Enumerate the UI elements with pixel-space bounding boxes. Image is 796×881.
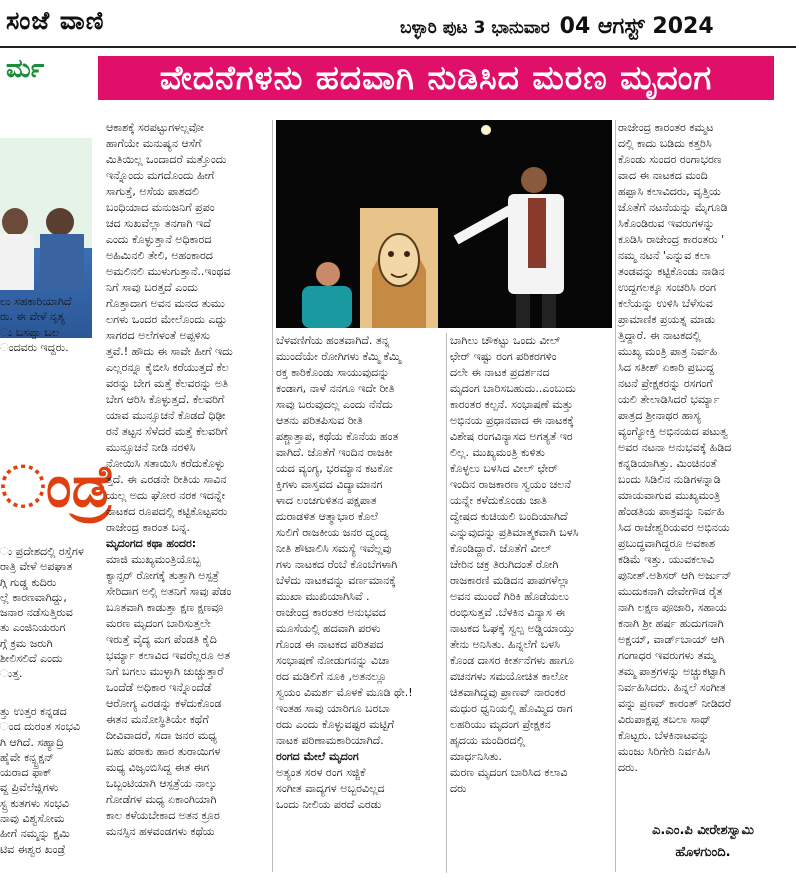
text-line: ಕೊಳ್ಳಲು ಬಳಸಿದ ವೀಲ್ ಛೇರ್ [450,462,558,475]
text-line: ಗೊತ್ತಾದಾಗ ಅವನ ಮನದ ತುಮು [106,297,225,310]
text-line: ನಾಟಕ ಪರಿಣಾಮಕಾರಿಯಾಗಿದೆ. [276,734,384,747]
text-line: ಕಾಲ ಕಳೆಯಬೇಕಾದ ಅತನ ಕ್ರೂರ [106,809,220,822]
article-column-2 [276,333,444,873]
text-line: ಬೆಳೆದು ನಾಟಕವನ್ನು ವರ್ಣಮಾನಕ್ಕೆ [276,574,396,587]
text-line: ಹೃದಯ ಮಂದಿರದಲ್ಲಿ [450,734,525,747]
text-line: ರಾಜೇಂದ್ರ ಕಾರಂತರ ಅನುಭವದ [276,606,386,619]
text-line: ಮೃದಂಗ ಬಾರಿಸಬಹುದು..ಎಂಬುದು [450,382,576,395]
text-line: ತ್ತವೆ.! ಹೌದು ಈ ಸಾವೇ ಹೀಗೆ ಇದು [106,345,233,358]
text-line: ಗೊಂಡ ಈ ನಾಟಕದ ಪರಿತಪದ [276,638,384,651]
adjacent-articles-strip [0,48,114,881]
text-line: ಬಂಧಿಯಾದ ಮನುಜನಿಗೆ ಪ್ರಪಂ [106,201,215,214]
text-line: ಗ್ಗಿ ಗುಡ್ಡ ಕುದಿರು [0,575,57,589]
adjacent-headline-fragment: ರ್ಮ [6,54,45,84]
text-line: ಹೀಗೆ ನಮ್ಮನ್ನು ಕ್ಷಮಿ [0,827,70,841]
text-line: ನಾಟಕದ ಓಘಕ್ಕೆ ಸ್ವಲ್ಪ ಅಡ್ಡಿಯಾಯ್ತು [450,622,575,635]
text-line: ವಿಶೇಷ ರಂಗವಿನ್ಯಾಸದ ಅಗತ್ಯತೆ ಇರ [450,430,573,443]
text-line: ಬಹು ಪರಾಕು ಹಾರ ತುರಾಯಿಗಳ [106,745,221,758]
text-line: ಕನಾಗಿ ಶ್ರೀ ಹರ್ಷ ಹುದುಗನಾಗಿ [618,617,724,630]
text-line: ವಚನಗಳು ಸಮಯೋಚಿತ ಕಾಲೋ [450,670,569,683]
text-line: ಭರ್ಮ್ಯಾ ಕಲಾವಿದ ಇವರೆಲ್ಲರೂ ಅತ [106,649,231,662]
text-line: ಪುನೀತ್.ಅಶಿಸರ್ ಆಗಿ ಅರ್ಜುನ್ [618,569,732,582]
text-line: ಎಂದು ಕೊಳ್ಳುತ್ತಾನೆ ಅಧಿಕಾರದ [106,233,212,246]
text-line: ಚದ ಸುಖವೆಲ್ಲಾ ತನಗಾಗಿ ಇದೆ [106,217,211,230]
text-line: ಉದ್ದಗಲಕ್ಕೂ ಸಂಚರಿಸಿ ರಂಗ [618,281,716,294]
text-line: ನಿರ್ವಹಿಸಿದರು. ಹಿನ್ನಲೆ ಸಂಗೀತ [618,681,726,694]
text-line: ಚಿತವಾಗಿದ್ದವು ಪ್ರಾಣವ್ ನಾರಂಕರ [450,686,566,699]
subheading: ರಂಗದ ಮೇಲೆ ಮೃದಂಗ [276,750,359,763]
text-line: ಪ್ರಬುದ್ಧವಾಗಿದ್ದರೂ ಅವಕಾಶ [618,537,716,550]
text-line: ದರು. [618,761,638,774]
text-line: ಮರಣ ಮೃದಂಗ ಬಾರಿಸುತ್ತಲೇ [106,617,211,630]
article-column-3 [450,333,614,873]
text-line: ಗ್ಗೆ ಕ್ರಮ ಜರುಗಿ [0,636,53,650]
person-body [0,234,34,290]
text-line: ಬೇಗ ಆರಿಸಿ ಕೊಳ್ಳುತ್ತದೆ. ಕೆಲವರಿಗೆ [106,393,225,406]
text-line: ಕಲೆಯನ್ನು ಉಳಿಸಿ ಬೆಳೆಸುವ [618,297,713,310]
text-line: ಎಲ್ಲರನ್ನೂ ಕೈಬೀಸಿ ಕರೆಯುತ್ತದೆ ಕೆಲ [106,361,229,374]
text-line: ದುರಾಡಳಿತ ಆತ್ಮಾಭಾರ ಕೊಲೆ [276,510,378,523]
text-line: ಶೀಲಿಸಲಿದೆ ಎಂದು [0,652,63,666]
text-line: ನಿಗೆ ಸಾವು ಬರತ್ತದೆ ಎಂದು [106,281,198,294]
text-line: ಟಿವ ಈಶ್ವರ ಖಂಡ್ರೆ [0,842,66,856]
text-line: ಚೇರಿನ ಚಕ್ರ ತಿರುಗಿದಂತೆ ರೋಗಿ [450,558,559,571]
text-line: ಅವರ ನಟನಾ ಅನುಭವಕ್ಕೆ ಹಿಡಿದ [618,441,732,454]
text-line: ಹೆಂಡತಿಯ ಪಾತ್ರವನ್ನು ನಿರ್ವಹಿ [618,505,725,518]
text-line: ನಾವು ವಿಶ್ವಸೋಮ [0,812,65,826]
page-number: ಪುಟ 3 [442,18,486,38]
text-line: ಮಿತಿಯಿಲ್ಲ ಒಂದಾದರೆ ಮತ್ತೊಂದು [106,153,227,166]
text-line: ಮುನ್ಸೂಚನೆ ನೀಡಿ ನರಳಿಸಿ [106,441,196,454]
city: ಬಳ್ಳಾರಿ [400,18,437,38]
text-line: ರಂಭಿಸುತ್ತವೆ .ಬೆಳಕಿನ ವಿನ್ಯಾಸ ಈ [450,606,565,619]
text-line: ಈತನ ಮನೋಸ್ಥಿತಿಯೇ ಕಥೆಗೆ [106,713,209,726]
text-line: ಲಹರಿಯು ಮೃದಂಗ ಪ್ರೇಕ್ಷಕನ [450,718,551,731]
text-line: ಕನ್ನಡಿಯಾಗಿತ್ತು. ಮಿಂಚಿನಂತೆ [618,457,717,470]
text-line: ಕೊಂಡಿದ್ದಾರೆ. ಜೊತೆಗೆ ವೀಲ್ [450,542,552,555]
text-line: ಪಾತ್ರದ ಶ್ರೀನಾಥರ ಹಾಸ್ಯ [618,409,701,422]
text-line: ಸ್ವಯಂ ವಿಮರ್ಶ ಮೊಳಕೆ ಮೂಡಿ ಥೇ.! [276,686,413,699]
text-line: ತಂಡವನ್ನು ಕಟ್ಟಿಕೊಂಡು ನಾಡಿನ [618,265,725,278]
text-line: ಆರೋಗ್ಯ ಎರಡನ್ನು ಕಳೆದುಕೊಂಡ [106,697,222,710]
text-line: ಗಂಗಾಧರ ಇವರುಗಳು ತಮ್ಮ [618,649,716,662]
text-line: ಸಂಗೀತ ವಾದ್ಯಗಳ ಅಬ್ಬರವಿಲ್ಲದ [276,782,385,795]
adjacent-text-a [0,294,94,355]
text-line: ಯನ್ನೇ ಕಳೆದುಕೊಂಡು ಜಾತಿ [450,494,547,507]
text-line: ಮುಖಾ ಮುಖಿಯಾಗಿಸಿವೆ . [276,590,370,603]
text-line: ಕೊಂಡು ಸುಂದರ ರಂಗಾಭರಣ [618,153,722,166]
text-line: ಸಾಗರದ ಅಲೆಗಳಂತೆ ಅಪ್ಪಳಿಸು [106,329,210,342]
text-line: ಮೂಸೆಯಲ್ಲಿ ಹದವಾಗಿ ಪರಳು [276,622,381,635]
text-line: ಲಗಳು ಒಂದರ ಮೇಲೊಂದು ಎದ್ದು [106,313,228,326]
text-line: ಯಾವ ಮುನ್ಸೂಚನೆ ಕೊಡದೆ ಧಿಢೀ [106,409,226,422]
text-line: ಪ್ರಾಮಾಣಿಕ ಪ್ರಯತ್ನ ಮಾಡು [618,313,715,326]
text-line: ಇನ್ನೊಂದು ಮಗದೊಂದು ಹೀಗೆ [106,169,215,182]
text-line: ಕ್ಯಾನ್ಸರ್ ರೋಗಕ್ಕೆ ತುತ್ತಾಗಿ ಅಸ್ಪತ್ರೆ [106,569,219,582]
text-line: ಮುಖ್ಯ ಮಂತ್ರಿ ಪಾತ್ರ ನಿರ್ವಹಿ [618,345,718,358]
text-line: ಮಾಯವಾಗುವ ಮುಖ್ಯಮಂತ್ರಿ [618,489,721,502]
text-line: ವಿರುಪಾಕ್ಷಪ್ಪ ತಬಲಾ ಸಾಥ್ [618,713,711,726]
text-line: ಕಡಿಮೆ ಇತ್ತು. ಯುವಕಲಾವಿ [618,553,715,566]
text-line: ಗಳು ನಾಟಕದ ರೆಂಬೆ ಕೊಂಬೆಗಳಾಗಿ [276,558,398,571]
text-line: ನಾಟಕದ ರೂಪದಲ್ಲಿ ಕಟ್ಟಿಕೊಟ್ಟವರು [106,505,228,518]
text-line: ಪಶ್ಚಾತ್ತಾಪ, ಕಥೆಯ ಕೊನೆಯ ಹಂತ [276,430,399,443]
text-line: ದಲ್ಲಿ ಕಾದು ಬಡಿದು ಕತ್ತರಿಸಿ [618,137,712,150]
text-line: ಗಿ ಆಗಿದೆ. ಸಹ್ಯಾದ್ರಿ [0,735,64,749]
text-line: ಛೇರ್ ಇಷ್ಟು ರಂಗ ಪರಿಕರಗಳಿಂ [450,350,557,363]
text-line: ಲಿಲ್ಲ. ಮುಖ್ಯಮಂತ್ರಿ ಕುಳಿತು [450,446,545,459]
text-line: ದರು [450,782,467,795]
text-line: ಸಿಕೊಂಡಿರುವ ಇವರುಗಳನ್ನು [618,217,715,230]
text-line: ತ್ತದೆ. ಈ ಎರಡನೇ ರೀತಿಯ ಸಾವಿನ [106,473,227,486]
text-line: ಮಧ್ಯ ವಿಜೃಂಬಿಸಿದ್ದ ಈತ ಈಗ [106,761,210,774]
person-head [46,208,74,236]
text-line: ಮರಣ ಮೃದಂಗ ಬಾರಿಸಿದ ಕಲಾವಿ [450,766,568,779]
text-line: ಮುದುಕನಾಗಿ ದೇವೇಗೌಡ ರೈತ [618,585,723,598]
text-line: ಯರಾದ ಫಾಕ್ [0,766,52,780]
text-line: ತಮ್ಮ ಪಾತ್ರಗಳನ್ನು ಅಚ್ಚುಕಟ್ಟಾಗಿ [618,665,726,678]
text-line: ಒಬ್ಬಂಟಿಯಾಗಿ ಆಸ್ಪತ್ರೆಯ ನಾಲ್ಕು [106,777,217,790]
text-line: ಜೊತೆಗೆ ನಟನೆಯನ್ನು ಮೈಗೂಡಿ [618,201,728,214]
text-line: ಸಾವು ಬರುವುದಲ್ಲ ಎಂದು ನೆನೆದು [276,398,393,411]
text-line: ಬೂತವಾಗಿ ಕಾಡುತ್ತಾ ಕ್ಷಣ ಕ್ಷಣವೂ [106,601,224,614]
text-line: ಕಾರಂತರ ಕಲ್ಪನೆ. ಸಂಭಾಷಣೆ ಮತ್ತು [450,398,573,411]
text-line: ಮುಂದೆಯೇ ರೋಗಿಗಳು ಕೆಮ್ಮಿ ಕೆಮ್ಮಿ [276,350,401,363]
text-line: ಇಂತಹ ಸಾವು ಯಾರಿಗೂ ಬರಬಾ [276,702,390,715]
text-line: ನಟನೆ ಪ್ರೇಕ್ಷಕರನ್ನು ರಸಗಂಗೆ [618,377,713,390]
text-line: ಯಲಿ ತೇಲಾಡಿಸಿದರೆ ಭರ್ಮ್ಯಾ [618,393,720,406]
text-line: ನೋಯಿಸಿ ಸತಾಯಿಸಿ ಕರೆದುಕೊಳ್ಳು [106,457,225,470]
text-line: ಕೊಂಡ ದಾಸರ ಕೀರ್ತನೆಗಳು ಹಾಗೂ [450,654,574,667]
text-line: ಬೆಳವಣಿಗೆಯ ಹಂತವಾಗಿದೆ. ತನ್ನ [276,334,390,347]
text-line: ಅಹಿಮಿನಲಿ ತೇಲಿ, ಅಹಂಕಾರದ [106,249,213,262]
text-line: ಅಮಲಿನಲಿ ಮುಳುಗುತ್ತಾನೆ..ಇಂಥವ [106,265,231,278]
text-line: ಆತನು ಪರಿತಪಿಸುವ ರೀತಿ [276,414,363,427]
text-line: ಹಾಗೆಯೇ ಮನುಷ್ಯನ ಆಸೆಗೆ [106,137,202,150]
text-line: ಗೋಡೆಗಳ ಮಧ್ಯ ಏಕಾಂಗಿಯಾಗಿ [106,793,217,806]
text-line: ಸೇರಿದಾಗ ಅಲ್ಲಿ ಅತನಿಗೆ ಸಾವು ಪೆಡಂ [106,585,232,598]
text-line: ರದ ಮಡಿಲಿಗೆ ನೂಕಿ ,ಅತನಲ್ಲೂ [276,670,387,683]
text-line: ದಲೇ ಈ ನಾಟಕ ಪ್ರದರ್ಶನದ [450,366,550,379]
text-line: ತೇನು ಅನಿಸಿತು. ಹಿನ್ನಲೆಗೆ ಬಳಸಿ [450,638,560,651]
text-line: ಅವನ ಮುಂದೆ ಗಿರಿಕಿ ಹೊಡೆಯಲು [450,590,569,603]
text-line: ರಾಜಕಾರಣಿ ಮಡಿದನ ಪಾಪಗಳೆಲ್ಲಾ [450,574,570,587]
text-line: ರಾತ್ರಿ ವೇಳೆ ಅಪಘಾತ [0,560,73,574]
text-line: ವನ್ನು ಪ್ರಣವ್ ಕಾರಂತ್ ನೀಡಿದರೆ [618,697,732,710]
text-line: ತ್ತು ಉತ್ತರ ಕನ್ನಡದ [0,705,67,718]
issue-info [400,14,714,39]
adjacent-headline-fragment-2: ಂಡ್ರೆ [0,452,114,520]
text-line: ಯಲ್ಲ ಅದು ಘೋರ ನರಕ ಇದನ್ನೇ [106,489,226,502]
text-line: ುತ್ತ. [0,667,23,681]
person-body [40,234,84,290]
article-column-4 [618,120,784,820]
author-name: ಎ.ಎಂ.ಪಿ ವೀರೇಶಸ್ವಾಮಿ [652,823,754,838]
text-line: ಇರುತ್ತೆ ವೈದ್ಯ ಮಗ ಪೆಂಡತಿ ಕೈದಿ [106,633,217,646]
text-line: ನೀತಿ ಶೌಟಾಲಿಸಿ ಸಮಸ್ಯೆ ಇವೆಲ್ಲವು [276,542,392,555]
author-place: ಹೊಳಗುಂದಿ. [675,845,731,860]
text-line: ಹೈವೇ ಕನ್ಸ್ಟ್ರಕ್ಷನ್ [0,750,54,764]
text-line: ನಮ್ಮ ನಟನೆ 'ಎನ್ನುವ ಕಲಾ [618,249,711,262]
text-line: ಹಪ್ಪಾಸಿ ಕಲಾವಿದರು, ವೃತ್ತಿಯ [618,185,721,198]
text-line: ವಾದ ಈ ನಾಟಕದ ಮಂದಿ [618,169,708,182]
text-line: ಸಿದ ರಾಜೇಶ್ವರಿಯವರ ಅಭಿನಯ [618,521,730,534]
text-line: ಯದ ವ್ಯಂಗ್ಯ, ಭರಮ್ಯಾನ ಕಟಕೋ [276,462,393,475]
text-line: ರನೆ ತಟ್ಟನ ಸೆಳೆದರೆ ಮತ್ತೆ ಕೆಲವರಿಗೆ [106,425,228,438]
text-line: ಮನಸ್ಸಿನ ಹಳವಂಡಗಳು ಕಥೆಯ [106,825,215,838]
text-line: ವಾಗಿದೆ. ಜೊತೆಗೆ ಇಂದಿನ ರಾಜಕೀ [276,446,393,459]
column-rule [272,120,273,872]
text-line: ತು ಎಂಜಿನಿಯರುಗ [0,621,66,635]
text-line: ಸಿದ ಸತೀಶ್ ಏಕಾರಿ ಪ್ರಬುದ್ದ [618,361,715,374]
text-line: ಲು ಸಹಕಾರಿಯಾಗಿದೆ [0,295,72,308]
text-line: ರಾಜೇಂದ್ರ ಕಾರಂತರ ಕಮ್ಮಟ [618,121,714,134]
column-rule [446,333,447,873]
text-line: ಮಂಜು ಸಿರಿಗೇರಿ ನಿರ್ವಹಿಸಿ [618,745,711,758]
text-line: ಕೊಟ್ಟರು. ಬೆಳಕಿನಾಟವನ್ನು [618,729,710,742]
text-line: ವ್ಯಂಗ್ಯೋಕ್ತಿ ಅಭಿನಯದ ಪಟುತ್ವ [618,425,728,438]
text-line: ಮಾರ್ಧನಿಸಿತು. [450,750,502,763]
text-line: ಅತ್ಯಂತ ಸರಳ ರಂಗ ಸಜ್ಜಿಕೆ [276,766,366,779]
text-line: ಸಂಭಾಷಣೆ ನೋಡುಗನನ್ನು ವಿಚಾ [276,654,390,667]
text-line: ರದು ಎಂದು ಕೊಳ್ಳುವಷ್ಟರ ಮಟ್ಟಿಗೆ [276,718,395,731]
author-byline [618,820,788,864]
text-line: ಒಂದು ನೀಲಿಯ ಪರದೆ ಎರಡು [276,798,382,811]
article-column-1 [106,120,270,872]
text-line: ಸಾಗುತ್ತೆ, ಅಸೆಯ ಪಾಶದಲಿ [106,185,199,198]
text-line: ಅಕ್ಷಯ್, ವಾರ್ಡ್‌ಬಾಯ್ ಆಗಿ [618,633,725,646]
text-line: ಂದ ದುರಂತ ಸಂಭವಿ [0,720,81,734]
text-line: ರು. ಈ ವೇಳೆ ನೃತ್ಯ [0,310,65,324]
text-line: ಇಂದಿನ ರಾಜಕಾರಣ ಸ್ವಯಂ ಚಲನೆ [450,478,571,491]
text-line: ರಾಜೇಂದ್ರ ಕಾರಂತ ಬನ್ನ. [106,521,191,534]
text-line: ಜನಾರ ನಡೆಸುತ್ತಿರುವ [0,606,73,620]
weekday: ಭಾನುವಾರ [491,18,550,38]
text-line: ಕ್ತಿಗಳು ವಾಸ್ತವದ ವಿದ್ಯಾಮಾನಗ [276,478,383,491]
stage-scene-image [276,120,612,328]
text-line: ಎನ್ನುವುದನ್ನು ಪ್ರತಿಮಾತ್ಮಕವಾಗಿ ಬಳಸಿ [450,526,579,539]
text-line: ಬಂದು ಸಿಡಿಲಿನ ನುಡಿಗಳನ್ನಾಡಿ [618,473,721,486]
text-line: ಕಂಡಾಗ, ನಾಳೆ ನನಗೂ ಇದೇ ರೀತಿ [276,382,395,395]
text-line: ು ಪ್ರದೇಶದಲ್ಲಿ ರಸ್ತೆಗಳ [0,545,84,558]
text-line: ಲ್ಲೆ ಕಾರಣವಾಗಿದ್ದು, [0,590,67,604]
text-line: ತ್ತಿದ್ದಾರೆ. ಈ ನಾಟಕದಲ್ಲಿ [618,329,701,342]
column-rule [615,120,616,872]
person-head [2,208,28,236]
text-line: ಬಾಗಿಲು ಚೌಕಟ್ಟು ಒಂದು ವೀಲ್ [450,334,561,347]
text-line: ಆಕಾಶಕ್ಕೆ ಸರಪಟ್ಟುಗಳಲ್ಲವೋ [106,121,205,134]
text-line: ಂದವರು ಇದ್ದರು. [0,340,69,354]
text-line: ಸುಲಿಗೆ ರಾಜಕೀಯ ಜನರ ದ್ವಂದ್ವ [276,526,389,539]
text-line: ದೀವಿವಾದರೆ, ಸದಾ ಜನರ ಮಧ್ಯ [106,729,217,742]
text-line: ು ಬಸಪ್ಪಾ ಬಲ [0,325,59,339]
adjacent-text-b [0,544,94,682]
text-line: ಕೂಡಿಸಿ ರಾಜೇಂದ್ರ ಕಾರಂತರು ' [618,233,725,246]
adjacent-text-c [0,704,94,857]
text-line: ವ್ದ ಪ್ರಿವೆಲೆಜ್ಲಿಗಳು [0,781,59,795]
subheading: ಮೃದಂಗದ ಕಥಾ ಹಂದರ: [106,537,197,550]
text-line: ರಕ್ತ ಕಾರಿಕೊಂಡು ಸಾಯುವುದನ್ನು [276,366,390,379]
text-line: ಮಾಜಿ ಮುಖ್ಯಮಂತ್ರಿಯೊಬ್ಬ [106,553,201,566]
article-photo [276,120,612,328]
article-headline: ವೇದನೆಗಳನು ಹದವಾಗಿ ನುಡಿಸಿದ ಮರಣ ಮೃದಂಗ [98,56,774,100]
text-line: ನಾಗಿ ಲಕ್ಷಣ ಪೂಜಾರಿ, ಸಹಾಯ [618,601,727,614]
text-line: ಅಭಿನಯ ಪ್ರಧಾನವಾದ ಈ ನಾಟಕಕ್ಕೆ [450,414,574,427]
text-line: ಸ್ಟ್ರ ಕುತಗಳು ಸಂಭವಿ [0,796,69,810]
text-line: ನಿಗೆ ಬಗಲು ಮುಳ್ಳಾಗಿ ಚುಚ್ಚುತ್ತಾರೆ [106,665,224,678]
text-line: ದ್ವೇಷದ ಕುಚಿಯಲಿ ಬಂದಿಯಾಗಿದೆ [450,510,568,523]
issue-date: 04 ಆಗಸ್ಟ್ 2024 [559,14,714,39]
text-line: ಒಂದೆಡೆ ಅಧಿಕಾರ ಇನ್ನೊಂದೆಡೆ [106,681,212,694]
text-line: ಳಾದ ಲಂಚಗುಳಿತನ ಪಕ್ಷಪಾತ [276,494,377,507]
masthead [0,0,796,48]
text-line: ವರನ್ನು ಬೇಗ ಮತ್ತೆ ಕೆಲವರನ್ನು ಅತಿ [106,377,228,390]
text-line: ಮಧುರ ಧ್ವನಿಯಲ್ಲಿ ಹೊಮ್ಮಿದ ರಾಗ [450,702,573,715]
newspaper-title: ಸಂಜೆ ವಾಣಿ [6,6,105,35]
